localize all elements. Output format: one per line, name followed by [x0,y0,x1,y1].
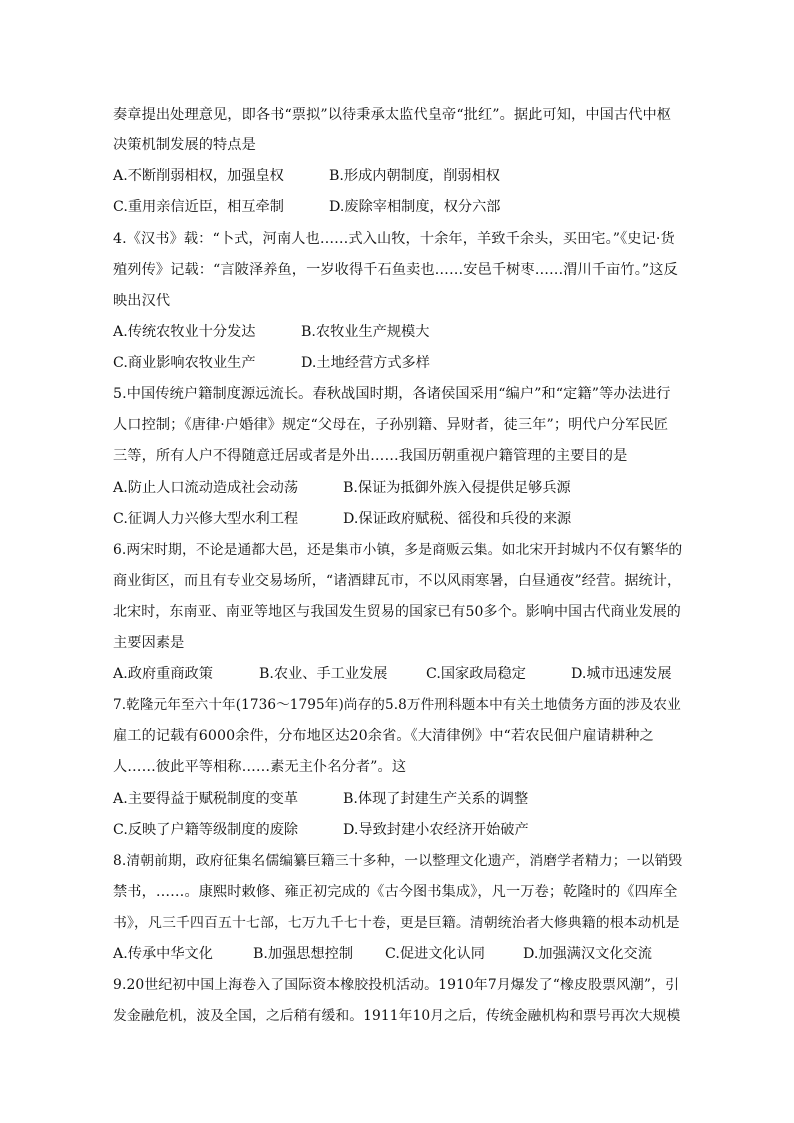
text-line: 三等，所有人户不得随意迁居或者是外出……我国历朝重视户籍管理的主要目的是 [113,448,628,464]
option-row [113,664,693,684]
option-a: A.防止人口流动造成社会动荡 [113,480,299,496]
question-4: 4.《汉书》载：“卜式，河南人也……式入山牧，十余年，羊致千余头，买田宅。”《史记·货 [113,231,675,247]
option-b: B.体现了封建生产关系的调整 [343,791,529,807]
option-a: A.主要得益于赋税制度的变革 [113,791,299,807]
option-c: C.征调人力兴修大型水利工程 [113,511,299,527]
text-line: 映出汉代 [113,293,171,309]
text-line: 殖列传》记载：“言陂泽养鱼，一岁收得千石鱼卖也……安邑千树枣……渭川千亩竹。”这反 [113,262,678,278]
option-c: C.反映了户籍等级制度的废除 [113,822,299,838]
option-d: D.保证政府赋税、徭役和兵役的来源 [343,511,572,527]
text-line: 禁书，……。康熙时敕修、雍正初完成的《古今图书集成》，凡一万卷；乾隆时的《四库全 [113,884,678,900]
option-a: A.传统农牧业十分发达 [113,324,256,340]
option-b: B.加强思想控制 [253,946,354,962]
option-a: A.政府重商政策 [113,666,213,682]
question-9: 9.20世纪初中国上海卷入了国际资本橡胶投机活动。1910年7月爆发了“橡皮股票风潮”，引 [113,977,680,993]
option-b: B.农业、手工业发展 [259,666,388,682]
option-row [113,820,693,840]
text-line: 人口控制；《唐律·户婚律》规定“父母在，子孙别籍、异财者，徒三年”；明代户分军民匠 [113,417,669,433]
text-line: 书》，凡三千四百五十七部，七万九千七十卷，更是巨籍。清朝统治者大修典籍的根本动机是 [113,915,680,931]
text-line: 决策机制发展的特点是 [113,137,256,153]
option-row [113,509,693,529]
option-c: C.商业影响农牧业生产 [113,355,256,371]
option-a: A.传承中华文化 [113,946,213,962]
text-line: 主要因素是 [113,635,185,651]
option-row [113,322,693,342]
option-b: B.保证为抵御外族入侵提供足够兵源 [343,480,571,496]
option-c: C.国家政局稳定 [426,666,526,682]
text-line: 商业街区，而且有专业交易场所，“诸酒肆瓦市，不以风雨寒暑，白昼通夜”经营。据统计， [113,573,682,589]
question-6: 6.两宋时期，不论是通都大邑，还是集市小镇，多是商贩云集。如北宋开封城内不仅有繁华的 [113,542,683,558]
text-line: 奏章提出处理意见，即各书“票拟”以待秉承太监代皇帝“批红”。据此可知，中国古代中枢 [113,107,672,123]
text-line: 发金融危机，波及全国，之后稍有缓和。1911年10月之后，传统金融机构和票号再次大规模 [113,1008,681,1024]
option-row [113,789,693,809]
option-d: D.土地经营方式多样 [301,355,430,371]
option-d: D.废除宰相制度，权分六部 [329,199,501,215]
option-d: D.加强满汉文化交流 [523,946,652,962]
option-d: D.城市迅速发展 [571,666,672,682]
text-line: 北宋时，东南亚、南亚等地区与我国发生贸易的国家已有50多个。影响中国古代商业发展的 [113,604,681,620]
option-row [113,944,693,964]
question-8: 8.清朝前期，政府征集名儒编纂巨籍三十多种，一以整理文化遗产，消磨学者精力；一以销毁 [113,853,683,869]
option-row [113,478,693,498]
question-5: 5.中国传统户籍制度源远流长。春秋战国时期，各诸侯国采用“编户”和“定籍”等办法进行 [113,386,671,402]
option-c: C.重用亲信近臣，相互牵制 [113,199,284,215]
option-b: B.形成内朝制度，削弱相权 [329,168,500,184]
option-c: C.促进文化认同 [385,946,485,962]
text-line: 人……彼此平等相称……素无主仆名分者”。这 [113,759,407,775]
option-d: D.导致封建小农经济开始破产 [343,822,529,838]
option-row [113,166,693,186]
option-row [113,197,693,217]
option-b: B.农牧业生产规模大 [301,324,430,340]
option-a: A.不断削弱相权，加强皇权 [113,168,284,184]
text-line: 雇工的记载有6000余件，分布地区达20余省。《大清律例》中“若农民佃户雇请耕种之 [113,728,654,744]
question-7: 7.乾隆元年至六十年(1736～1795年)尚存的5.8万件刑科题本中有关土地债务方面的涉及农业 [113,697,681,713]
option-row [113,353,693,373]
